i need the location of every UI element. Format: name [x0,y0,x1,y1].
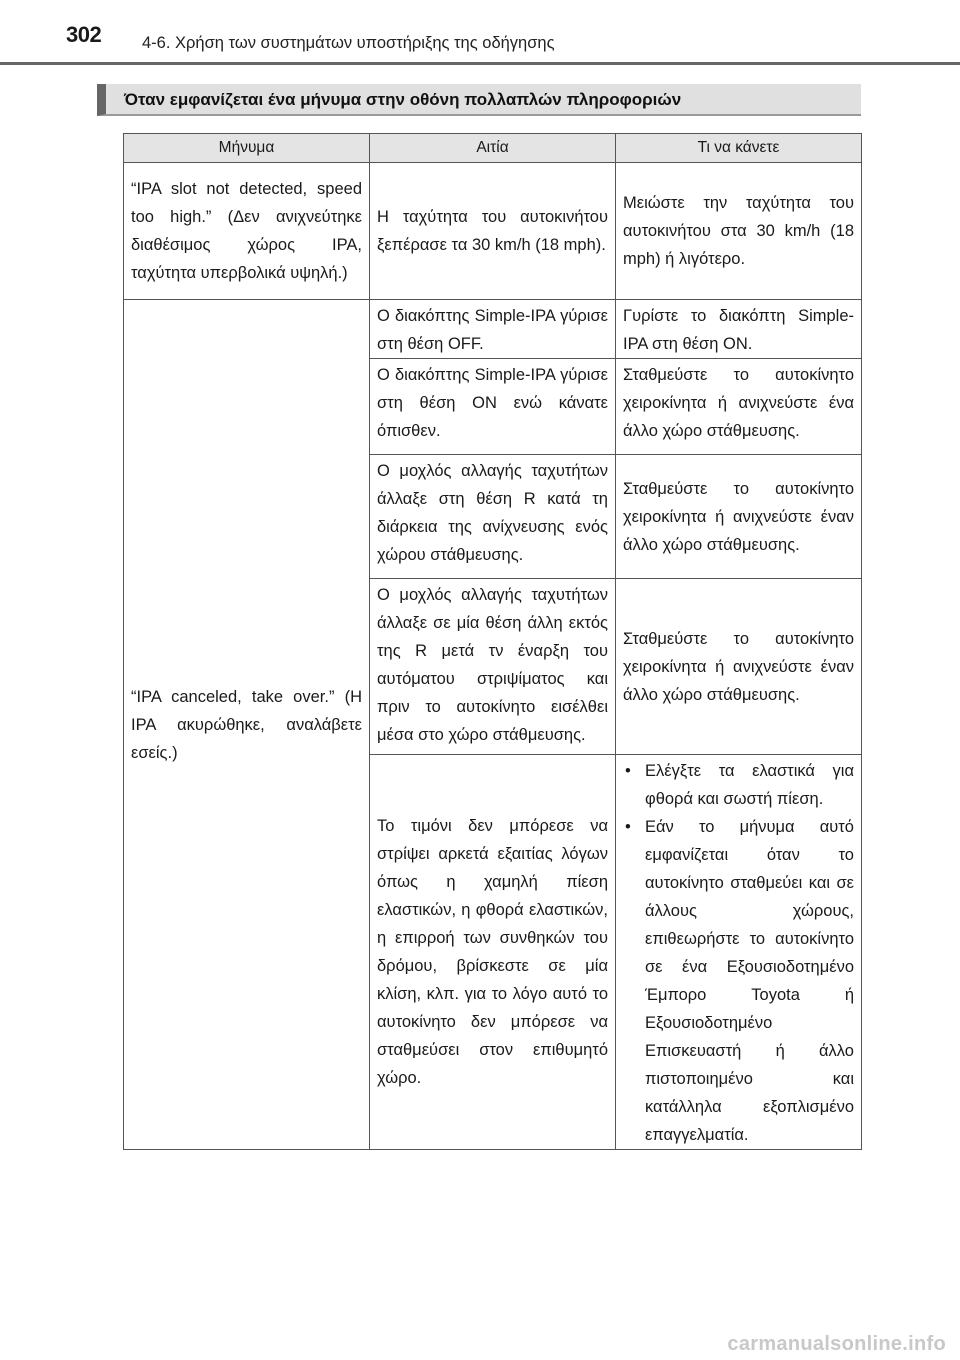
message-table [123,133,862,1150]
header-divider [0,62,960,65]
column-header-cause: Αιτία [370,134,616,163]
action-cell: Σταθμεύστε το αυτοκίνητο χειροκίνητα ή ανιχνεύστε ένα άλλο χώρο στάθμευσης. [616,359,862,455]
watermark: carmanualsonline.info [727,1333,946,1355]
cause-cell: Ο μοχλός αλλαγής ταχυτήτων άλλαξε στη θέση R κατά τη διάρκεια της ανίχνευσης ενός χώρου στάθμευσης. [370,455,616,579]
action-cell: Γυρίστε το διακόπτη Simple-IPA στη θέση ON. [616,300,862,359]
action-cell: Σταθμεύστε το αυτοκίνητο χειροκίνητα ή ανιχνεύστε έναν άλλο χώρο στάθμευσης. [616,579,862,755]
action-cell: Σταθμεύστε το αυτοκίνητο χειροκίνητα ή ανιχνεύστε έναν άλλο χώρο στάθμευσης. [616,455,862,579]
list-item: • Ελέγξτε τα ελαστικά για φθορά και σωστή πίεση. [623,757,854,813]
cause-cell: Το τιμόνι δεν μπόρεσε να στρίψει αρκετά εξαιτίας λόγων όπως η χαμηλή πίεση ελαστικών, η φθορά ελαστικών, η επιρροή των συνθηκών του δρόμου, βρίσκεστε σε μία κλίση, κλπ. για το λόγο αυτό το αυτοκίνητο δεν μπόρεσε να σταθμεύσει στον επιθυμητό χώρο. [370,755,616,1150]
running-header: 4-6. Χρήση των συστημάτων υποστήριξης της οδήγησης [142,34,555,52]
message-cell: “IPA slot not detected, speed too high.” (Δεν ανιχνεύτηκε διαθέσιμος χώρος IPA, ταχύτητα υπερβολικά υψηλή.) [124,163,370,300]
section-title: Όταν εμφανίζεται ένα μήνυμα στην οθόνη πολλαπλών πληροφοριών [124,90,682,109]
action-cell [616,755,862,1150]
column-header-action: Τι να κάνετε [616,134,862,163]
action-bullet-list [623,757,854,1149]
cause-cell: Ο διακόπτης Simple-IPA γύρισε στη θέση ON ενώ κάνατε όπισθεν. [370,359,616,455]
cause-cell: Ο μοχλός αλλαγής ταχυτήτων άλλαξε σε μία θέση άλλη εκτός της R μετά τν έναρξη του αυτόματου στριψίματος και πριν το αυτοκίνητο εισέλθει μέσα στο χώρο στάθμευσης. [370,579,616,755]
section-heading-bar [97,84,861,116]
cause-cell: Ο διακόπτης Simple-IPA γύρισε στη θέση OFF. [370,300,616,359]
cause-cell: Η ταχύτητα του αυτοκινήτου ξεπέρασε τα 30 km/h (18 mph). [370,163,616,300]
table-header-row [124,134,862,163]
page-number: 302 [66,22,102,47]
list-item: • Εάν το μήνυμα αυτό εμφανίζεται όταν το αυτοκίνητο σταθμεύει και σε άλλους χώρους, επιθεωρήστε το αυτοκίνητο σε ένα Εξουσιοδοτημένο Έμπορο Toyota ή Εξουσιοδοτημένο Επισκευαστή ή άλλο πιστοποιημένο και κατάλληλα εξοπλισμένο επαγγελματία. [623,813,854,1149]
table-row [124,163,862,300]
action-cell: Μειώστε την ταχύτητα του αυτοκινήτου στα 30 km/h (18 mph) ή λιγότερο. [616,163,862,300]
message-cell: “IPA canceled, take over.” (Η IPA ακυρώθηκε, αναλάβετε εσείς.) [124,300,370,1150]
column-header-message: Μήνυμα [124,134,370,163]
table-row [124,300,862,359]
